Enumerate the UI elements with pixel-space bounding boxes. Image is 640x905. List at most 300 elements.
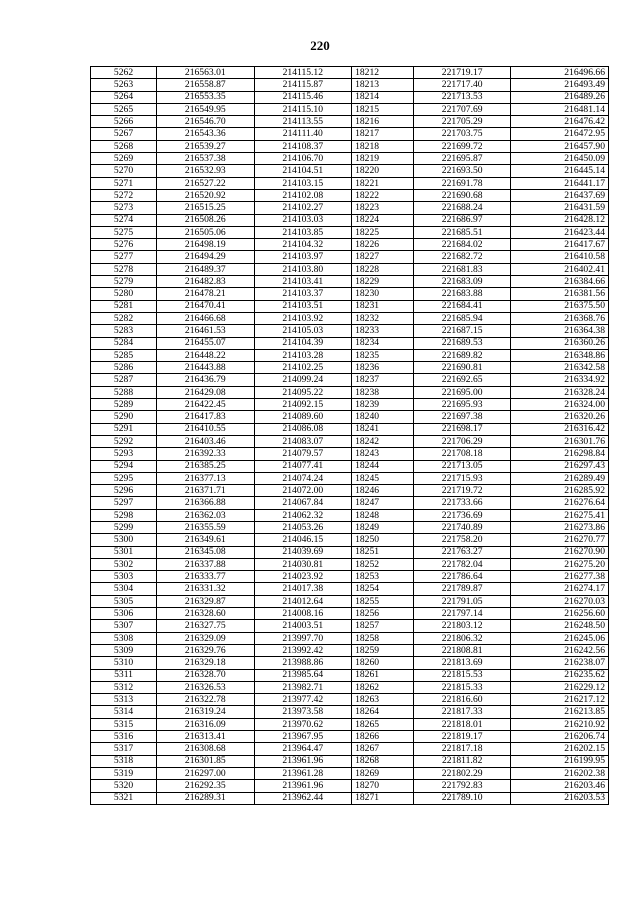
- point-id-right-cell: 18228: [352, 263, 414, 275]
- y-coord-left-cell: 214103.51: [254, 300, 352, 312]
- x-coord-right-cell: 221719.17: [413, 67, 511, 79]
- point-id-right-cell: 18267: [352, 743, 414, 755]
- point-id-left-cell: 5318: [91, 755, 157, 767]
- point-id-left-cell: 5275: [91, 226, 157, 238]
- y-coord-right-cell: 216410.58: [511, 251, 609, 263]
- x-coord-right-cell: 221708.18: [413, 448, 511, 460]
- x-coord-right-cell: 221683.88: [413, 288, 511, 300]
- coordinates-table: [90, 66, 609, 805]
- table-row: [91, 140, 609, 152]
- x-coord-left-cell: 216331.32: [157, 583, 255, 595]
- x-coord-right-cell: 221695.87: [413, 153, 511, 165]
- point-id-right-cell: 18247: [352, 497, 414, 509]
- y-coord-right-cell: 216248.50: [511, 620, 609, 632]
- y-coord-left-cell: 214104.51: [254, 165, 352, 177]
- point-id-right-cell: 18219: [352, 153, 414, 165]
- x-coord-right-cell: 221763.27: [413, 546, 511, 558]
- point-id-left-cell: 5271: [91, 177, 157, 189]
- table-row: [91, 423, 609, 435]
- point-id-left-cell: 5287: [91, 374, 157, 386]
- y-coord-left-cell: 214062.32: [254, 509, 352, 521]
- y-coord-right-cell: 216437.69: [511, 189, 609, 201]
- y-coord-left-cell: 214072.00: [254, 485, 352, 497]
- y-coord-right-cell: 216235.62: [511, 669, 609, 681]
- x-coord-right-cell: 221707.69: [413, 103, 511, 115]
- y-coord-left-cell: 213970.62: [254, 718, 352, 730]
- x-coord-right-cell: 221691.78: [413, 177, 511, 189]
- point-id-left-cell: 5301: [91, 546, 157, 558]
- table-row: [91, 116, 609, 128]
- y-coord-left-cell: 214083.07: [254, 435, 352, 447]
- x-coord-right-cell: 221719.72: [413, 485, 511, 497]
- y-coord-left-cell: 214092.15: [254, 399, 352, 411]
- point-id-right-cell: 18253: [352, 571, 414, 583]
- x-coord-left-cell: 216563.01: [157, 67, 255, 79]
- point-id-right-cell: 18241: [352, 423, 414, 435]
- point-id-left-cell: 5321: [91, 792, 157, 804]
- x-coord-right-cell: 221713.53: [413, 91, 511, 103]
- point-id-left-cell: 5296: [91, 485, 157, 497]
- x-coord-left-cell: 216553.35: [157, 91, 255, 103]
- table-row: [91, 657, 609, 669]
- table-row: [91, 509, 609, 521]
- y-coord-left-cell: 214105.03: [254, 325, 352, 337]
- y-coord-right-cell: 216202.15: [511, 743, 609, 755]
- point-id-right-cell: 18237: [352, 374, 414, 386]
- x-coord-right-cell: 221806.32: [413, 632, 511, 644]
- table-row: [91, 189, 609, 201]
- x-coord-left-cell: 216505.06: [157, 226, 255, 238]
- point-id-left-cell: 5303: [91, 571, 157, 583]
- x-coord-right-cell: 221816.60: [413, 694, 511, 706]
- x-coord-right-cell: 221690.81: [413, 362, 511, 374]
- point-id-right-cell: 18230: [352, 288, 414, 300]
- y-coord-left-cell: 213961.28: [254, 767, 352, 779]
- table-row: [91, 399, 609, 411]
- x-coord-left-cell: 216308.68: [157, 743, 255, 755]
- y-coord-right-cell: 216348.86: [511, 349, 609, 361]
- point-id-right-cell: 18218: [352, 140, 414, 152]
- y-coord-left-cell: 213988.86: [254, 657, 352, 669]
- point-id-right-cell: 18257: [352, 620, 414, 632]
- y-coord-right-cell: 216431.59: [511, 202, 609, 214]
- point-id-right-cell: 18227: [352, 251, 414, 263]
- coordinates-table-body: [91, 67, 609, 805]
- y-coord-right-cell: 216274.17: [511, 583, 609, 595]
- x-coord-left-cell: 216498.19: [157, 239, 255, 251]
- x-coord-right-cell: 221695.93: [413, 399, 511, 411]
- x-coord-left-cell: 216319.24: [157, 706, 255, 718]
- table-row: [91, 251, 609, 263]
- y-coord-left-cell: 214113.55: [254, 116, 352, 128]
- y-coord-left-cell: 214008.16: [254, 608, 352, 620]
- point-id-right-cell: 18270: [352, 780, 414, 792]
- x-coord-left-cell: 216455.07: [157, 337, 255, 349]
- y-coord-left-cell: 213977.42: [254, 694, 352, 706]
- y-coord-left-cell: 214103.28: [254, 349, 352, 361]
- x-coord-left-cell: 216478.21: [157, 288, 255, 300]
- point-id-left-cell: 5277: [91, 251, 157, 263]
- point-id-left-cell: 5270: [91, 165, 157, 177]
- point-id-left-cell: 5292: [91, 435, 157, 447]
- y-coord-right-cell: 216493.49: [511, 79, 609, 91]
- table-row: [91, 731, 609, 743]
- x-coord-left-cell: 216520.92: [157, 189, 255, 201]
- point-id-right-cell: 18251: [352, 546, 414, 558]
- point-id-right-cell: 18260: [352, 657, 414, 669]
- table-row: [91, 681, 609, 693]
- y-coord-left-cell: 214077.41: [254, 460, 352, 472]
- y-coord-left-cell: 213985.64: [254, 669, 352, 681]
- y-coord-left-cell: 214115.12: [254, 67, 352, 79]
- y-coord-left-cell: 214099.24: [254, 374, 352, 386]
- y-coord-left-cell: 214103.80: [254, 263, 352, 275]
- table-row: [91, 497, 609, 509]
- y-coord-right-cell: 216285.92: [511, 485, 609, 497]
- table-row: [91, 411, 609, 423]
- point-id-left-cell: 5308: [91, 632, 157, 644]
- table-row: [91, 239, 609, 251]
- table-row: [91, 583, 609, 595]
- table-row: [91, 435, 609, 447]
- point-id-left-cell: 5263: [91, 79, 157, 91]
- table-row: [91, 755, 609, 767]
- table-row: [91, 312, 609, 324]
- table-row: [91, 792, 609, 804]
- y-coord-right-cell: 216423.44: [511, 226, 609, 238]
- table-row: [91, 472, 609, 484]
- table-row: [91, 595, 609, 607]
- y-coord-right-cell: 216334.92: [511, 374, 609, 386]
- table-row: [91, 128, 609, 140]
- point-id-right-cell: 18254: [352, 583, 414, 595]
- y-coord-left-cell: 214115.46: [254, 91, 352, 103]
- x-coord-left-cell: 216355.59: [157, 521, 255, 533]
- x-coord-right-cell: 221792.83: [413, 780, 511, 792]
- y-coord-left-cell: 214012.64: [254, 595, 352, 607]
- table-row: [91, 644, 609, 656]
- point-id-left-cell: 5289: [91, 399, 157, 411]
- point-id-left-cell: 5297: [91, 497, 157, 509]
- point-id-left-cell: 5285: [91, 349, 157, 361]
- y-coord-right-cell: 216481.14: [511, 103, 609, 115]
- y-coord-right-cell: 216229.12: [511, 681, 609, 693]
- x-coord-left-cell: 216385.25: [157, 460, 255, 472]
- y-coord-right-cell: 216199.95: [511, 755, 609, 767]
- y-coord-right-cell: 216210.92: [511, 718, 609, 730]
- x-coord-left-cell: 216316.09: [157, 718, 255, 730]
- table-row: [91, 546, 609, 558]
- y-coord-left-cell: 214115.87: [254, 79, 352, 91]
- y-coord-left-cell: 214103.37: [254, 288, 352, 300]
- table-row: [91, 620, 609, 632]
- point-id-left-cell: 5302: [91, 558, 157, 570]
- y-coord-right-cell: 216472.95: [511, 128, 609, 140]
- x-coord-left-cell: 216345.08: [157, 546, 255, 558]
- x-coord-left-cell: 216329.76: [157, 644, 255, 656]
- point-id-left-cell: 5299: [91, 521, 157, 533]
- y-coord-right-cell: 216428.12: [511, 214, 609, 226]
- x-coord-left-cell: 216337.88: [157, 558, 255, 570]
- point-id-right-cell: 18255: [352, 595, 414, 607]
- x-coord-right-cell: 221695.00: [413, 386, 511, 398]
- point-id-right-cell: 18239: [352, 399, 414, 411]
- point-id-left-cell: 5286: [91, 362, 157, 374]
- x-coord-right-cell: 221715.93: [413, 472, 511, 484]
- y-coord-right-cell: 216450.09: [511, 153, 609, 165]
- y-coord-left-cell: 214053.26: [254, 521, 352, 533]
- point-id-right-cell: 18263: [352, 694, 414, 706]
- y-coord-left-cell: 214079.57: [254, 448, 352, 460]
- point-id-left-cell: 5304: [91, 583, 157, 595]
- table-row: [91, 349, 609, 361]
- point-id-right-cell: 18225: [352, 226, 414, 238]
- table-row: [91, 165, 609, 177]
- x-coord-left-cell: 216543.36: [157, 128, 255, 140]
- y-coord-right-cell: 216381.56: [511, 288, 609, 300]
- point-id-right-cell: 18264: [352, 706, 414, 718]
- x-coord-left-cell: 216322.78: [157, 694, 255, 706]
- point-id-right-cell: 18266: [352, 731, 414, 743]
- y-coord-right-cell: 216213.85: [511, 706, 609, 718]
- table-row: [91, 632, 609, 644]
- x-coord-right-cell: 221681.83: [413, 263, 511, 275]
- point-id-left-cell: 5315: [91, 718, 157, 730]
- x-coord-right-cell: 221791.05: [413, 595, 511, 607]
- point-id-left-cell: 5313: [91, 694, 157, 706]
- table-row: [91, 177, 609, 189]
- x-coord-right-cell: 221789.10: [413, 792, 511, 804]
- point-id-left-cell: 5300: [91, 534, 157, 546]
- y-coord-right-cell: 216270.90: [511, 546, 609, 558]
- point-id-right-cell: 18271: [352, 792, 414, 804]
- y-coord-left-cell: 213973.58: [254, 706, 352, 718]
- y-coord-right-cell: 216342.58: [511, 362, 609, 374]
- point-id-left-cell: 5274: [91, 214, 157, 226]
- y-coord-left-cell: 214046.15: [254, 534, 352, 546]
- y-coord-left-cell: 214030.81: [254, 558, 352, 570]
- x-coord-right-cell: 221703.75: [413, 128, 511, 140]
- x-coord-right-cell: 221802.29: [413, 767, 511, 779]
- x-coord-left-cell: 216443.88: [157, 362, 255, 374]
- x-coord-right-cell: 221803.12: [413, 620, 511, 632]
- x-coord-left-cell: 216328.70: [157, 669, 255, 681]
- y-coord-right-cell: 216375.50: [511, 300, 609, 312]
- y-coord-right-cell: 216276.64: [511, 497, 609, 509]
- y-coord-right-cell: 216202.38: [511, 767, 609, 779]
- x-coord-left-cell: 216508.26: [157, 214, 255, 226]
- point-id-left-cell: 5295: [91, 472, 157, 484]
- y-coord-left-cell: 214039.69: [254, 546, 352, 558]
- point-id-left-cell: 5314: [91, 706, 157, 718]
- point-id-right-cell: 18226: [352, 239, 414, 251]
- y-coord-right-cell: 216368.76: [511, 312, 609, 324]
- x-coord-left-cell: 216297.00: [157, 767, 255, 779]
- y-coord-left-cell: 214103.92: [254, 312, 352, 324]
- x-coord-right-cell: 221817.33: [413, 706, 511, 718]
- x-coord-left-cell: 216515.25: [157, 202, 255, 214]
- table-row: [91, 558, 609, 570]
- point-id-right-cell: 18248: [352, 509, 414, 521]
- point-id-left-cell: 5305: [91, 595, 157, 607]
- point-id-right-cell: 18212: [352, 67, 414, 79]
- y-coord-left-cell: 214104.39: [254, 337, 352, 349]
- point-id-left-cell: 5319: [91, 767, 157, 779]
- x-coord-left-cell: 216410.55: [157, 423, 255, 435]
- x-coord-right-cell: 221808.81: [413, 644, 511, 656]
- table-row: [91, 767, 609, 779]
- point-id-left-cell: 5283: [91, 325, 157, 337]
- x-coord-right-cell: 221713.05: [413, 460, 511, 472]
- x-coord-left-cell: 216461.53: [157, 325, 255, 337]
- x-coord-right-cell: 221687.15: [413, 325, 511, 337]
- x-coord-right-cell: 221697.38: [413, 411, 511, 423]
- point-id-right-cell: 18222: [352, 189, 414, 201]
- y-coord-left-cell: 214095.22: [254, 386, 352, 398]
- x-coord-left-cell: 216549.95: [157, 103, 255, 115]
- point-id-right-cell: 18236: [352, 362, 414, 374]
- x-coord-right-cell: 221699.72: [413, 140, 511, 152]
- x-coord-left-cell: 216327.75: [157, 620, 255, 632]
- point-id-right-cell: 18258: [352, 632, 414, 644]
- y-coord-left-cell: 214103.15: [254, 177, 352, 189]
- x-coord-right-cell: 221717.40: [413, 79, 511, 91]
- x-coord-right-cell: 221797.14: [413, 608, 511, 620]
- y-coord-left-cell: 213992.42: [254, 644, 352, 656]
- y-coord-left-cell: 214104.32: [254, 239, 352, 251]
- point-id-right-cell: 18243: [352, 448, 414, 460]
- x-coord-left-cell: 216429.08: [157, 386, 255, 398]
- point-id-left-cell: 5306: [91, 608, 157, 620]
- x-coord-right-cell: 221817.18: [413, 743, 511, 755]
- point-id-left-cell: 5264: [91, 91, 157, 103]
- y-coord-right-cell: 216270.77: [511, 534, 609, 546]
- x-coord-right-cell: 221698.17: [413, 423, 511, 435]
- x-coord-right-cell: 221815.33: [413, 681, 511, 693]
- y-coord-right-cell: 216328.24: [511, 386, 609, 398]
- x-coord-right-cell: 221683.09: [413, 276, 511, 288]
- point-id-left-cell: 5267: [91, 128, 157, 140]
- point-id-right-cell: 18256: [352, 608, 414, 620]
- point-id-left-cell: 5276: [91, 239, 157, 251]
- point-id-right-cell: 18223: [352, 202, 414, 214]
- y-coord-right-cell: 216489.26: [511, 91, 609, 103]
- table-row: [91, 276, 609, 288]
- table-row: [91, 694, 609, 706]
- point-id-left-cell: 5307: [91, 620, 157, 632]
- y-coord-right-cell: 216360.26: [511, 337, 609, 349]
- point-id-left-cell: 5320: [91, 780, 157, 792]
- x-coord-left-cell: 216558.87: [157, 79, 255, 91]
- x-coord-right-cell: 221733.66: [413, 497, 511, 509]
- x-coord-right-cell: 221813.69: [413, 657, 511, 669]
- x-coord-left-cell: 216422.45: [157, 399, 255, 411]
- point-id-right-cell: 18213: [352, 79, 414, 91]
- y-coord-left-cell: 214003.51: [254, 620, 352, 632]
- x-coord-left-cell: 216313.41: [157, 731, 255, 743]
- point-id-right-cell: 18214: [352, 91, 414, 103]
- table-row: [91, 337, 609, 349]
- x-coord-left-cell: 216466.68: [157, 312, 255, 324]
- y-coord-right-cell: 216320.26: [511, 411, 609, 423]
- x-coord-left-cell: 216362.03: [157, 509, 255, 521]
- x-coord-left-cell: 216329.18: [157, 657, 255, 669]
- point-id-left-cell: 5317: [91, 743, 157, 755]
- point-id-left-cell: 5298: [91, 509, 157, 521]
- table-row: [91, 534, 609, 546]
- point-id-left-cell: 5278: [91, 263, 157, 275]
- point-id-left-cell: 5279: [91, 276, 157, 288]
- x-coord-right-cell: 221740.89: [413, 521, 511, 533]
- point-id-left-cell: 5284: [91, 337, 157, 349]
- point-id-left-cell: 5273: [91, 202, 157, 214]
- table-row: [91, 67, 609, 79]
- point-id-right-cell: 18242: [352, 435, 414, 447]
- table-row: [91, 214, 609, 226]
- x-coord-right-cell: 221685.51: [413, 226, 511, 238]
- y-coord-left-cell: 214102.08: [254, 189, 352, 201]
- table-row: [91, 263, 609, 275]
- point-id-left-cell: 5269: [91, 153, 157, 165]
- table-row: [91, 780, 609, 792]
- x-coord-left-cell: 216328.60: [157, 608, 255, 620]
- point-id-left-cell: 5290: [91, 411, 157, 423]
- point-id-right-cell: 18217: [352, 128, 414, 140]
- point-id-left-cell: 5281: [91, 300, 157, 312]
- table-row: [91, 669, 609, 681]
- y-coord-right-cell: 216238.07: [511, 657, 609, 669]
- point-id-right-cell: 18244: [352, 460, 414, 472]
- point-id-left-cell: 5291: [91, 423, 157, 435]
- point-id-left-cell: 5309: [91, 644, 157, 656]
- x-coord-left-cell: 216301.85: [157, 755, 255, 767]
- table-row: [91, 103, 609, 115]
- y-coord-left-cell: 214103.03: [254, 214, 352, 226]
- y-coord-left-cell: 213962.44: [254, 792, 352, 804]
- y-coord-right-cell: 216270.03: [511, 595, 609, 607]
- x-coord-left-cell: 216349.61: [157, 534, 255, 546]
- x-coord-left-cell: 216333.77: [157, 571, 255, 583]
- x-coord-left-cell: 216436.79: [157, 374, 255, 386]
- point-id-right-cell: 18233: [352, 325, 414, 337]
- x-coord-right-cell: 221706.29: [413, 435, 511, 447]
- table-row: [91, 202, 609, 214]
- point-id-left-cell: 5266: [91, 116, 157, 128]
- point-id-right-cell: 18245: [352, 472, 414, 484]
- y-coord-left-cell: 214111.40: [254, 128, 352, 140]
- point-id-right-cell: 18261: [352, 669, 414, 681]
- y-coord-right-cell: 216242.56: [511, 644, 609, 656]
- x-coord-left-cell: 216527.22: [157, 177, 255, 189]
- point-id-left-cell: 5294: [91, 460, 157, 472]
- table-row: [91, 460, 609, 472]
- point-id-right-cell: 18265: [352, 718, 414, 730]
- table-row: [91, 386, 609, 398]
- point-id-right-cell: 18234: [352, 337, 414, 349]
- y-coord-left-cell: 214115.10: [254, 103, 352, 115]
- x-coord-left-cell: 216392.33: [157, 448, 255, 460]
- y-coord-left-cell: 214086.08: [254, 423, 352, 435]
- point-id-right-cell: 18221: [352, 177, 414, 189]
- point-id-left-cell: 5282: [91, 312, 157, 324]
- point-id-right-cell: 18231: [352, 300, 414, 312]
- point-id-left-cell: 5311: [91, 669, 157, 681]
- y-coord-right-cell: 216203.46: [511, 780, 609, 792]
- x-coord-left-cell: 216546.70: [157, 116, 255, 128]
- x-coord-left-cell: 216371.71: [157, 485, 255, 497]
- y-coord-left-cell: 214023.92: [254, 571, 352, 583]
- point-id-right-cell: 18268: [352, 755, 414, 767]
